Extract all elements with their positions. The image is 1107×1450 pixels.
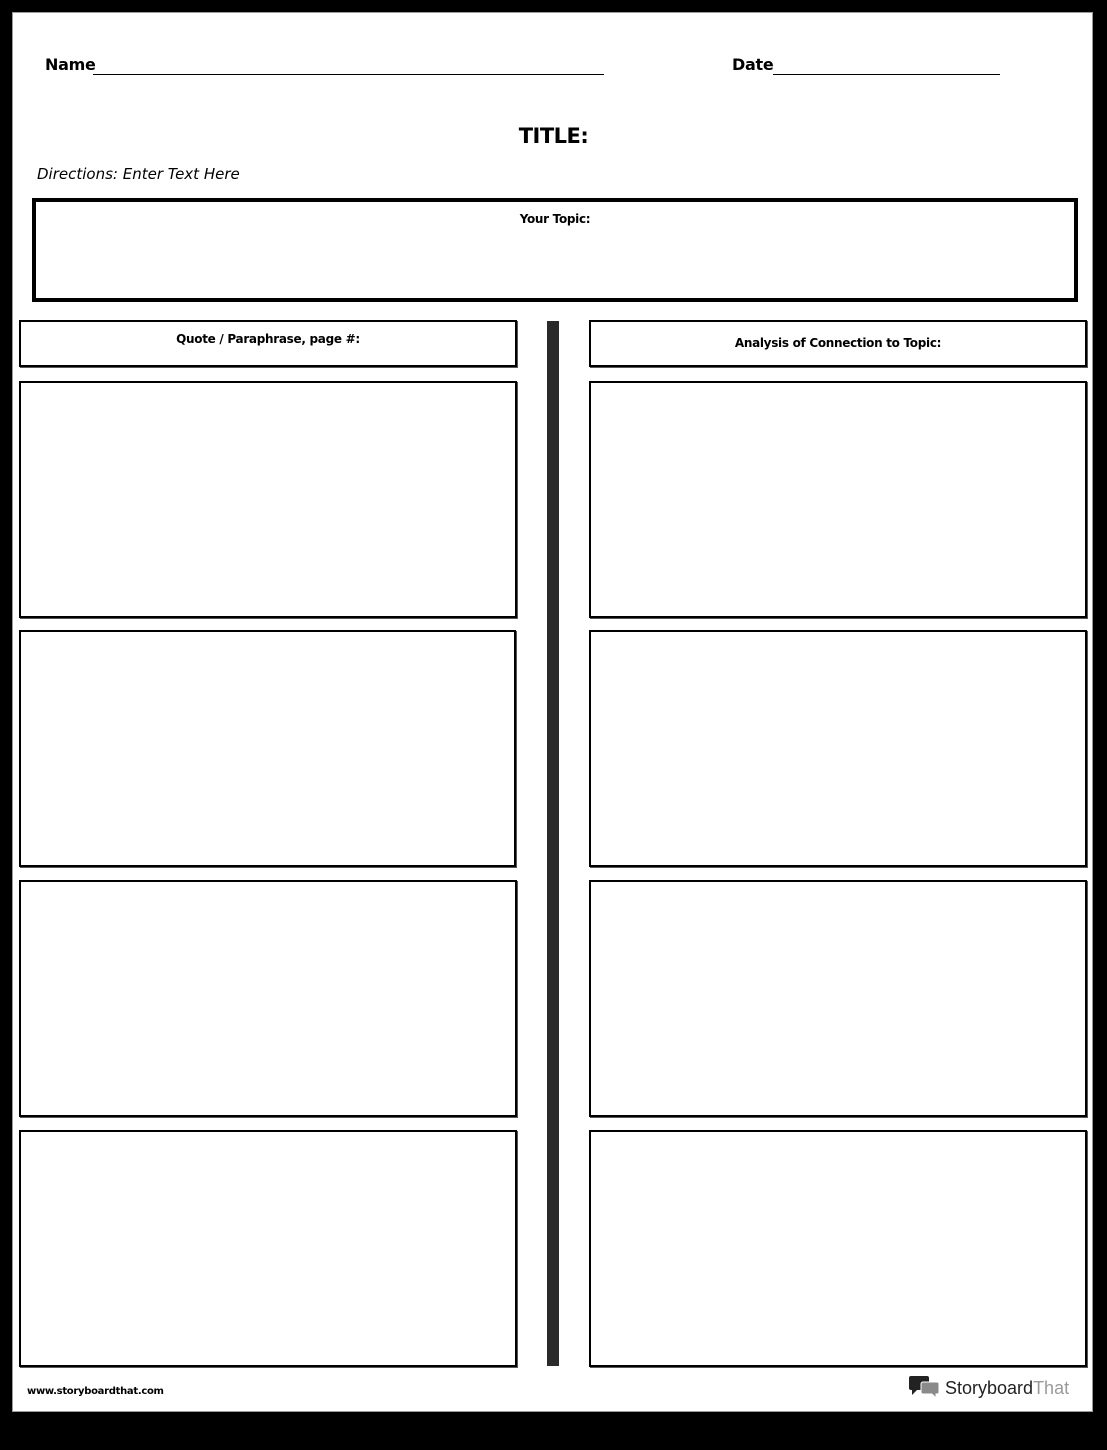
topic-label: Your Topic:: [519, 212, 591, 226]
date-line[interactable]: [773, 74, 1000, 75]
worksheet-page: [12, 12, 1093, 1412]
storyboardthat-logo: [909, 1374, 1069, 1402]
quote-header-label: Quote / Paraphrase, page #:: [176, 332, 360, 346]
analysis-box-1[interactable]: [589, 381, 1087, 618]
name-line[interactable]: [93, 74, 604, 75]
logo-wordmark-light: That: [1033, 1377, 1070, 1398]
analysis-box-2[interactable]: [589, 630, 1087, 867]
quote-box-1[interactable]: [19, 381, 517, 618]
column-divider: [547, 321, 559, 1366]
quote-header-box: [19, 320, 517, 367]
quote-box-4[interactable]: [19, 1130, 517, 1367]
analysis-header-label: Analysis of Connection to Topic:: [734, 336, 942, 350]
topic-box[interactable]: [32, 198, 1078, 302]
speech-bubbles-icon: [909, 1373, 941, 1404]
quote-box-3[interactable]: [19, 880, 517, 1117]
logo-wordmark-bold: Storyboard: [945, 1377, 1034, 1398]
name-label: Name: [45, 55, 96, 74]
date-label: Date: [732, 55, 774, 74]
analysis-header-box: [589, 320, 1087, 367]
analysis-box-3[interactable]: [589, 880, 1087, 1117]
logo-wordmark: [945, 1378, 1069, 1399]
footer-url[interactable]: www.storyboardthat.com: [27, 1386, 164, 1397]
quote-box-2[interactable]: [19, 630, 516, 867]
directions-text: Directions: Enter Text Here: [37, 165, 240, 183]
page-title: TITLE:: [518, 124, 589, 148]
analysis-box-4[interactable]: [589, 1130, 1087, 1367]
